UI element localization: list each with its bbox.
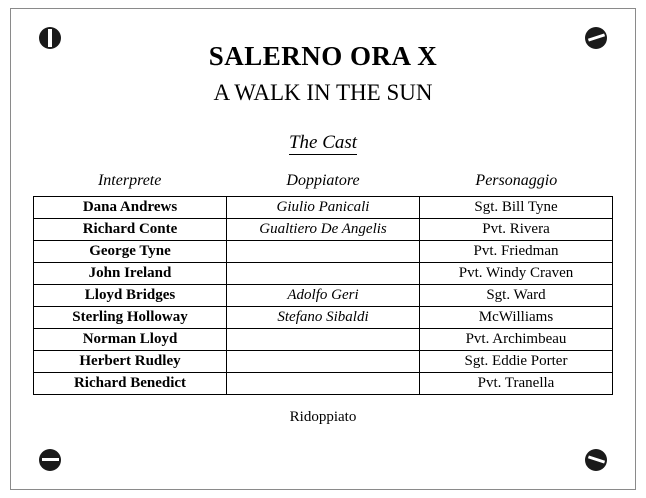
cast-heading xyxy=(11,132,635,154)
cell-doppiatore: Adolfo Geri xyxy=(227,285,420,307)
screw-slot xyxy=(42,458,59,461)
cell-doppiatore xyxy=(227,263,420,285)
cell-interprete: Lloyd Bridges xyxy=(34,285,227,307)
cell-personaggio: Pvt. Windy Craven xyxy=(420,263,613,285)
screw-top-left-icon xyxy=(39,27,61,49)
screw-top-right-icon xyxy=(585,27,607,49)
screw-slot xyxy=(588,455,605,463)
table-row xyxy=(34,329,613,351)
table-row xyxy=(34,197,613,219)
page-subtitle: A WALK IN THE SUN xyxy=(213,80,433,105)
cell-personaggio: Pvt. Tranella xyxy=(420,373,613,395)
cell-personaggio: Pvt. Rivera xyxy=(420,219,613,241)
page-title: SALERNO ORA X xyxy=(208,41,438,71)
table-row xyxy=(34,219,613,241)
screw-slot xyxy=(588,33,605,41)
cell-interprete: Dana Andrews xyxy=(34,197,227,219)
cell-personaggio: Sgt. Bill Tyne xyxy=(420,197,613,219)
cell-interprete: Richard Benedict xyxy=(34,373,227,395)
cell-interprete: Sterling Holloway xyxy=(34,307,227,329)
cell-personaggio: McWilliams xyxy=(420,307,613,329)
cast-table xyxy=(33,196,613,395)
table-row xyxy=(34,263,613,285)
screw-bottom-left-icon xyxy=(39,449,61,471)
cell-personaggio: Sgt. Ward xyxy=(420,285,613,307)
cell-doppiatore xyxy=(227,241,420,263)
document-sheet xyxy=(10,8,636,490)
screw-bottom-right-icon xyxy=(585,449,607,471)
cell-doppiatore xyxy=(227,373,420,395)
footer-note: Ridoppiato xyxy=(289,409,357,425)
cell-interprete: Richard Conte xyxy=(34,219,227,241)
table-row xyxy=(34,307,613,329)
cell-personaggio: Pvt. Archimbeau xyxy=(420,329,613,351)
column-header-doppiatore: Doppiatore xyxy=(286,172,360,189)
column-header-personaggio: Personaggio xyxy=(475,172,558,189)
table-row xyxy=(34,373,613,395)
cell-doppiatore: Giulio Panicali xyxy=(227,197,420,219)
cell-doppiatore: Gualtiero De Angelis xyxy=(227,219,420,241)
table-row xyxy=(34,285,613,307)
cell-doppiatore: Stefano Sibaldi xyxy=(227,307,420,329)
column-headers xyxy=(33,172,613,190)
cell-interprete: Herbert Rudley xyxy=(34,351,227,373)
cell-doppiatore xyxy=(227,351,420,373)
cast-heading-label: The Cast xyxy=(288,132,358,153)
column-header-interprete: Interprete xyxy=(97,172,162,189)
cell-interprete: John Ireland xyxy=(34,263,227,285)
cell-interprete: George Tyne xyxy=(34,241,227,263)
cell-doppiatore xyxy=(227,329,420,351)
screw-slot xyxy=(48,29,52,47)
table-row xyxy=(34,241,613,263)
cell-personaggio: Pvt. Friedman xyxy=(420,241,613,263)
cell-interprete: Norman Lloyd xyxy=(34,329,227,351)
cell-personaggio: Sgt. Eddie Porter xyxy=(420,351,613,373)
table-row xyxy=(34,351,613,373)
